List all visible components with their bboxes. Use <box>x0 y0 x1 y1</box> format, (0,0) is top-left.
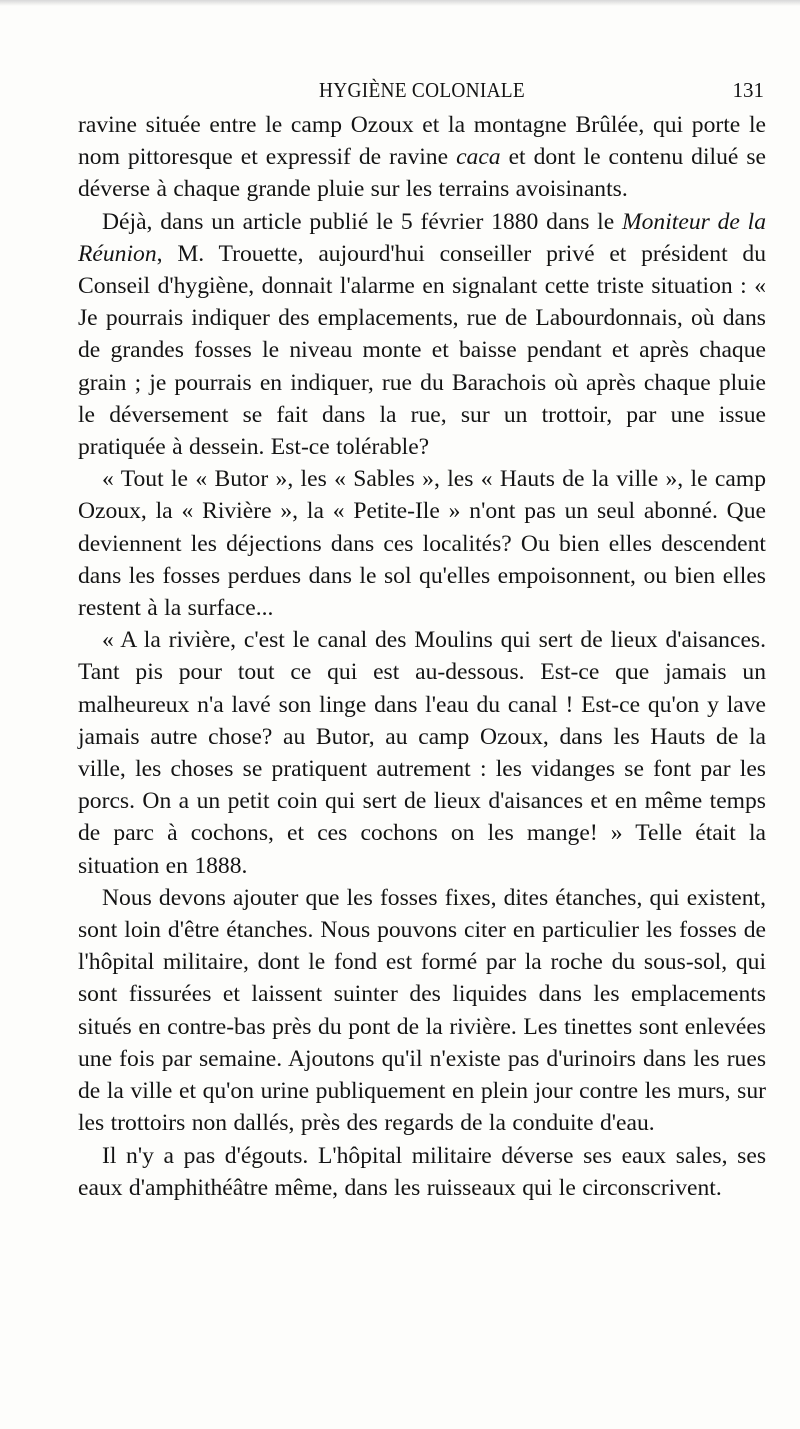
paragraph <box>78 624 766 882</box>
paragraph <box>78 206 766 464</box>
page-number: 131 <box>732 78 764 102</box>
text-segment: Nous devons ajouter que les fosses fixes, dites étanches, qui existent, sont loin d'être étanches. Nous pouvons citer en particulier les fosses de l'hôpital militaire, dont le fond est formé par la roche du sous-sol, qui sont fissurées et laissent suinter des liquides dans les emplacements situés en contre-bas près du pont de la rivière. Les tinettes sont enlevées une fois par semaine. Ajoutons qu'il n'existe pas d'urinoirs dans les rues de la ville et qu'on urine publiquement en plein jour contre les murs, sur les trottoirs non dallés, près des regards de la conduite d'eau. <box>78 884 766 1137</box>
text-segment: « A la rivière, c'est le canal des Moulins qui sert de lieux d'aisances. Tant pis pour tout ce qui est au-dessous. Est-ce que jamais un malheureux n'a lavé son linge dans l'eau du canal ! Est-ce qu'on y lave jamais autre chose? au Butor, au camp Ozoux, dans les Hauts de la ville, les choses se pratiquent autrement : les vidanges se font par les porcs. On a un petit coin qui sert de lieux d'aisances et en même temps de parc à cochons, et ces cochons on les mange! » Telle était la situation en 1888. <box>78 627 766 879</box>
text-segment: Déjà, dans un article publié le 5 février 1880 dans le <box>102 208 622 235</box>
paragraph <box>78 109 766 206</box>
italic-segment: caca <box>456 144 501 171</box>
text-segment: « Tout le « Butor », les « Sables », les « Hauts de la ville », le camp Ozoux, la « Rivière », la « Petite-Ile » n'ont pas un seul abonné. Que deviennent les déjections dans ces localités? Ou bien elles descendent dans les fosses perdues dans le sol qu'elles empoisonnent, ou bien elles restent à la surface... <box>78 466 766 622</box>
text-segment: Il n'y a pas d'égouts. L'hôpital militaire déverse ses eaux sales, ses eaux d'amphithéâtre même, dans les ruisseaux qui le circonscrivent. <box>78 1142 766 1201</box>
text-segment: , M. Trouette, aujourd'hui conseiller privé et président du Conseil d'hygiène, donnait l'alarme en signalant cette triste situation : « Je pourrais indiquer des emplacements, rue de Labourdonnais, où dans de grandes fosses le niveau monte et baisse pendant et après chaque grain ; je pourrais en indiquer, rue du Barachois où après chaque pluie le déversement se fait dans la rue, sur un trottoir, par une issue pratiquée à dessein. Est-ce tolérable? <box>78 240 766 461</box>
paragraph <box>78 1140 766 1204</box>
body-text <box>78 109 766 1204</box>
italic-segment: Moniteur de la Réunion <box>78 208 766 267</box>
text-segment: ravine située entre le camp Ozoux et la montagne Brûlée, qui porte le nom pittoresque et expressif de ravine <box>78 112 766 171</box>
paragraph <box>78 463 766 624</box>
text-segment: et dont le contenu dilué se déverse à chaque grande pluie sur les terrains avoisinants. <box>78 144 766 203</box>
page-scan-edge <box>0 0 800 6</box>
paragraph <box>78 882 766 1140</box>
running-title: HYGIÈNE COLONIALE <box>319 78 525 102</box>
page-header <box>78 74 766 104</box>
